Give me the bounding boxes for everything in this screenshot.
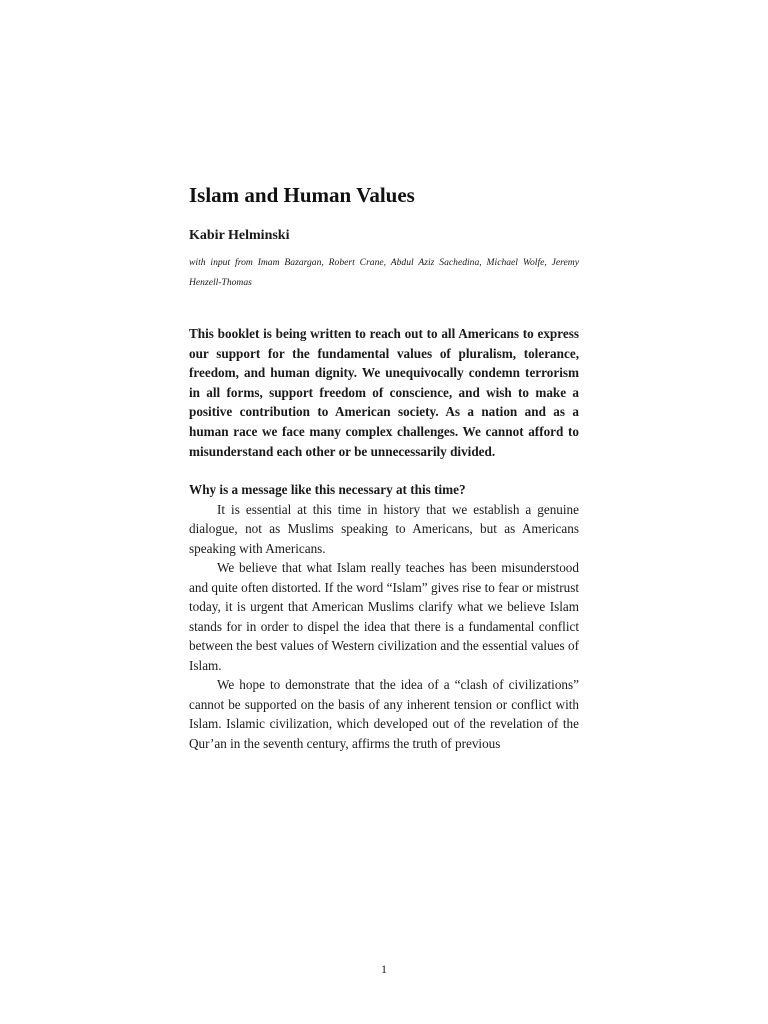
page-content	[189, 181, 579, 753]
author-name: Kabir Helminski	[189, 228, 290, 243]
document-title: Islam and Human Values	[189, 183, 415, 207]
body-paragraph-3: We hope to demonstrate that the idea of a “clash of civilizations” cannot be supported on the basis of any inherent tension or conflict with Islam. Islamic civilization, which developed out of the revelation of the Qur’an in the seventh century, affirms the truth of previous	[189, 677, 579, 751]
body-paragraph-1: It is essential at this time in history that we establish a genuine dialogue, not as Muslims speaking to Americans, but as Americans speaking with Americans.	[189, 501, 579, 556]
body-paragraph-2: We believe that what Islam really teaches has been misunderstood and quite often distorted. If the word “Islam” gives rise to fear or mistrust today, it is urgent that American Muslims clarify what we believe Islam stands for in order to dispel the idea that there is a fundamental conflict between the best values of Western civilization and the essential values of Islam.	[189, 560, 579, 673]
contributors-line: with input from Imam Bazargan, Robert Crane, Abdul Aziz Sachedina, Michael Wolfe, Jeremy Henzell-Thomas	[189, 257, 579, 288]
section-heading: Why is a message like this necessary at this time?	[189, 482, 466, 498]
page-number: 1	[381, 962, 387, 976]
intro-paragraph: This booklet is being written to reach out to all Americans to express our support for the fundamental values of pluralism, tolerance, freedom, and human dignity. We unequivocally condemn terrorism in all forms, support freedom of conscience, and wish to make a positive contribution to American society. As a nation and as a human race we face many complex challenges. We cannot afford to misunderstand each other or be unnecessarily divided.	[189, 326, 579, 459]
